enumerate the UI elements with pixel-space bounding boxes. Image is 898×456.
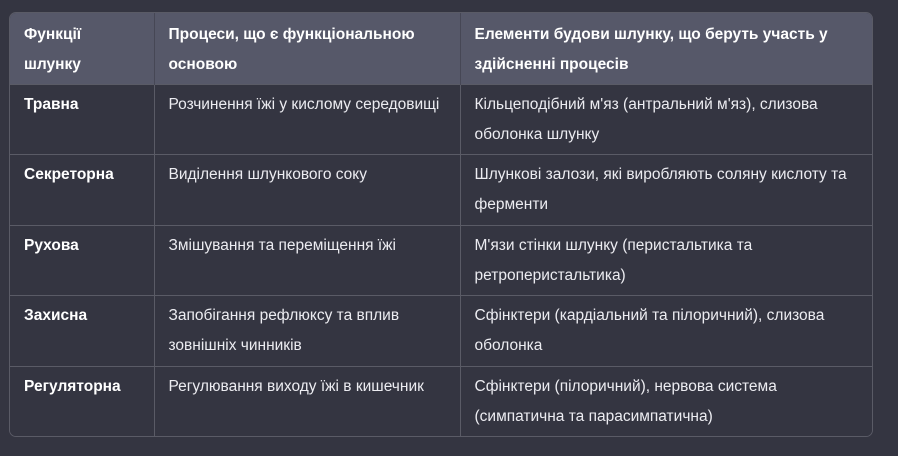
row-process: Розчинення їжі у кислому середовищі bbox=[154, 84, 460, 155]
table-header-row bbox=[10, 13, 872, 84]
row-process: Виділення шлункового соку bbox=[154, 155, 460, 226]
row-process: Регулювання виходу їжі в кишечник bbox=[154, 366, 460, 437]
row-function: Регуляторна bbox=[10, 366, 154, 437]
table-row bbox=[10, 155, 872, 226]
table-row bbox=[10, 296, 872, 367]
row-elements: Шлункові залози, які виробляють соляну кислоту та ферменти bbox=[460, 155, 872, 226]
table-row bbox=[10, 84, 872, 155]
row-process: Змішування та переміщення їжі bbox=[154, 225, 460, 296]
row-elements: Сфінктери (пілоричний), нервова система (симпатична та парасимпатична) bbox=[460, 366, 872, 437]
row-elements: Сфінктери (кардіальний та пілоричний), слизова оболонка bbox=[460, 296, 872, 367]
table-row bbox=[10, 366, 872, 437]
stomach-functions-table bbox=[9, 12, 873, 437]
row-function: Секреторна bbox=[10, 155, 154, 226]
table-row bbox=[10, 225, 872, 296]
row-function: Травна bbox=[10, 84, 154, 155]
row-elements: Кільцеподібний м'яз (антральний м'яз), слизова оболонка шлунку bbox=[460, 84, 872, 155]
row-function: Захисна bbox=[10, 296, 154, 367]
functions-table bbox=[10, 13, 872, 437]
row-function: Рухова bbox=[10, 225, 154, 296]
header-processes: Процеси, що є функціональною основою bbox=[154, 13, 460, 84]
row-elements: М'язи стінки шлунку (перистальтика та ретроперистальтика) bbox=[460, 225, 872, 296]
row-process: Запобігання рефлюксу та вплив зовнішніх чинників bbox=[154, 296, 460, 367]
table-body bbox=[10, 84, 872, 437]
table-header bbox=[10, 13, 872, 84]
header-functions: Функції шлунку bbox=[10, 13, 154, 84]
header-elements: Елементи будови шлунку, що беруть участь у здійсненні процесів bbox=[474, 26, 828, 73]
